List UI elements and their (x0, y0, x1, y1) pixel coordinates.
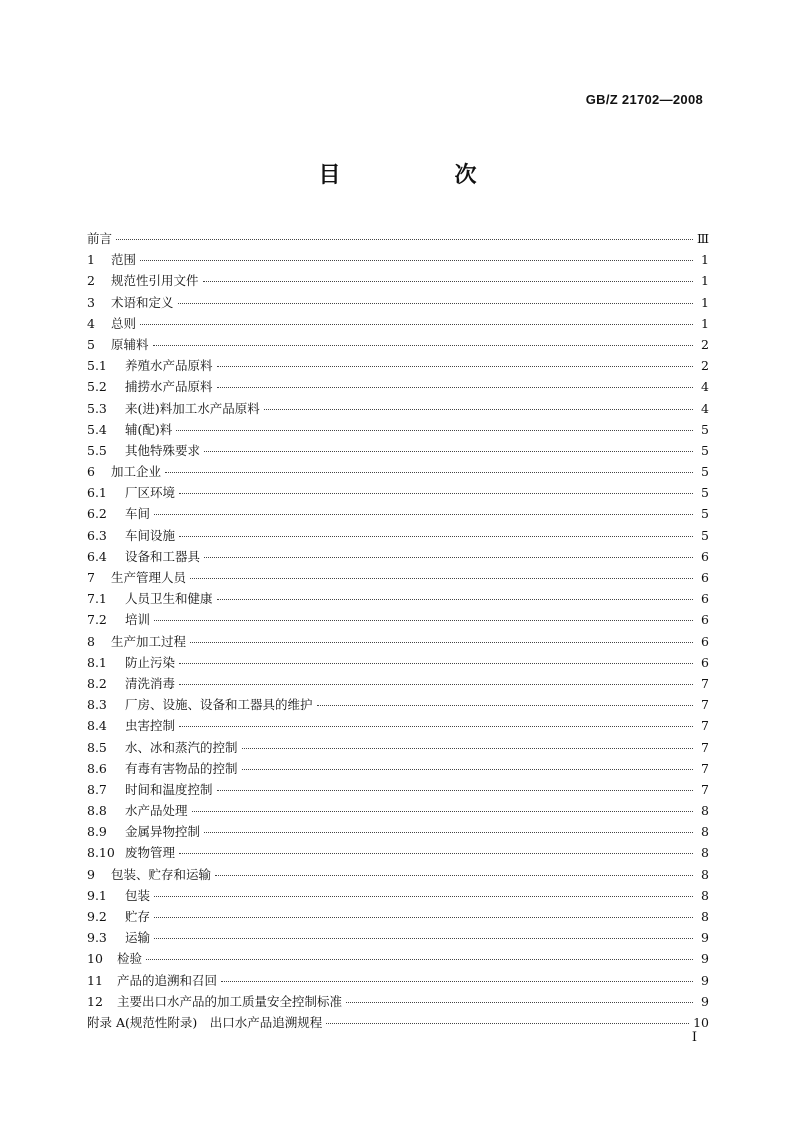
toc-entry-label: 检验 (117, 951, 143, 967)
toc-entry-label: 防止污染 (125, 654, 176, 670)
table-of-contents (87, 228, 709, 1033)
toc-entry-page: 9 (701, 951, 709, 967)
toc-entry-page: 4 (701, 379, 709, 395)
toc-entry-number: 7 (87, 570, 95, 585)
toc-entry-number: 9 (87, 866, 95, 882)
toc-entry-label: 运输 (125, 930, 151, 946)
toc-entry-label: 前言 (87, 231, 113, 246)
toc-entry-number: 9.1 (87, 887, 107, 903)
toc-entry-number: 3 (87, 294, 95, 310)
toc-entry[interactable] (87, 376, 709, 397)
toc-entry-number: 8.7 (87, 781, 107, 797)
dot-leader (242, 747, 693, 749)
toc-entry-number: 8.6 (87, 760, 107, 776)
toc-entry-page: 5 (701, 527, 709, 543)
toc-entry-label: 水、冰和蒸汽的控制 (125, 739, 238, 755)
dot-leader (165, 471, 693, 473)
toc-entry[interactable] (87, 546, 709, 567)
toc-entry-label: 车间设施 (125, 527, 176, 543)
toc-entry-label: 规范性引用文件 (111, 273, 199, 289)
toc-entry[interactable] (87, 398, 709, 419)
toc-entry-page: 5 (701, 485, 709, 501)
toc-entry-number: 6.1 (87, 485, 107, 501)
dot-leader (179, 725, 693, 727)
toc-entry-number: 8.3 (87, 697, 107, 713)
toc-entry[interactable] (87, 906, 709, 927)
dot-leader (154, 895, 693, 897)
toc-entry[interactable] (87, 631, 709, 652)
toc-entry-page: 8 (701, 909, 709, 924)
toc-entry-label: 生产管理人员 (111, 570, 187, 585)
page-title: 目 次 (318, 163, 523, 188)
dot-leader (140, 323, 693, 325)
toc-entry-label: 包装、贮存和运输 (111, 866, 212, 882)
toc-entry-label: 设备和工器具 (125, 548, 201, 564)
toc-entry-page: 8 (701, 803, 709, 819)
toc-entry-page: 2 (701, 358, 709, 374)
toc-entry[interactable] (87, 885, 709, 906)
toc-entry-page: 1 (701, 315, 709, 331)
toc-entry-number: 9.2 (87, 909, 107, 924)
toc-entry-page: 7 (701, 718, 709, 734)
dot-leader (215, 874, 693, 876)
toc-entry-label: 术语和定义 (111, 294, 174, 310)
toc-entry-number: 8.2 (87, 675, 107, 691)
dot-leader (153, 344, 693, 346)
dot-leader (217, 598, 693, 600)
toc-entry-number: 8 (87, 633, 95, 649)
dot-leader (204, 450, 693, 452)
toc-entry-page: 6 (701, 654, 709, 670)
toc-entry-number: 10 (87, 951, 103, 967)
toc-entry-number: 5.2 (87, 379, 107, 395)
toc-entry[interactable] (87, 313, 709, 334)
dot-leader (346, 1001, 693, 1003)
toc-entry[interactable] (87, 419, 709, 440)
dot-leader (242, 768, 693, 770)
toc-entry-number: 1 (87, 252, 95, 268)
dot-leader (178, 302, 693, 304)
dot-leader (140, 259, 693, 261)
toc-entry-page: 1 (701, 252, 709, 268)
toc-entry-page: 5 (701, 464, 709, 480)
toc-entry-page: 1 (701, 294, 709, 310)
toc-entry-page: 9 (701, 993, 709, 1009)
dot-leader (179, 535, 693, 537)
toc-entry-label: 主要出口水产品的加工质量安全控制标准 (117, 993, 343, 1009)
toc-entry[interactable] (87, 503, 709, 524)
toc-entry-number: 8.5 (87, 739, 107, 755)
dot-leader (154, 916, 693, 918)
dot-leader (203, 280, 693, 282)
toc-entry-number: 6.3 (87, 527, 107, 543)
toc-entry-page: 8 (701, 866, 709, 882)
toc-entry-number: 11 (87, 972, 103, 988)
toc-entry[interactable] (87, 1012, 709, 1033)
toc-entry-number: 4 (87, 315, 95, 331)
dot-leader (317, 704, 693, 706)
toc-entry-label: 厂区环境 (125, 485, 176, 501)
toc-entry[interactable] (87, 652, 709, 673)
toc-entry[interactable] (87, 737, 709, 758)
dot-leader (179, 683, 693, 685)
toc-entry-label: 范围 (111, 252, 137, 268)
toc-entry-label: 生产加工过程 (111, 633, 187, 649)
toc-entry-page: 7 (701, 739, 709, 755)
toc-entry-page: 2 (701, 336, 709, 352)
toc-entry-number: 8.4 (87, 718, 107, 734)
toc-entry-number: 6 (87, 464, 95, 480)
toc-entry-number: 8.9 (87, 824, 107, 840)
dot-leader (264, 408, 693, 410)
toc-entry-page: 6 (701, 591, 709, 607)
dot-leader (217, 365, 693, 367)
toc-entry-label: 总则 (111, 315, 137, 331)
toc-entry[interactable] (87, 482, 709, 503)
toc-entry[interactable] (87, 991, 709, 1012)
toc-entry-number: 8.1 (87, 654, 107, 670)
toc-entry-page: 10 (693, 1014, 709, 1030)
toc-entry[interactable] (87, 694, 709, 715)
toc-entry-label: 加工企业 (111, 464, 162, 480)
toc-entry[interactable] (87, 927, 709, 948)
toc-entry-page: 7 (701, 697, 709, 713)
toc-entry-label: 清洗消毒 (125, 675, 176, 691)
toc-entry-page: 7 (701, 675, 709, 691)
toc-entry[interactable] (87, 355, 709, 376)
toc-entry[interactable] (87, 970, 709, 991)
dot-leader (179, 852, 693, 854)
toc-entry-label: 废物管理 (125, 845, 176, 861)
toc-entry[interactable] (87, 292, 709, 313)
toc-entry[interactable] (87, 525, 709, 546)
toc-entry-number: 5.3 (87, 400, 107, 416)
toc-entry[interactable] (87, 779, 709, 800)
dot-leader (204, 831, 693, 833)
toc-entry-label: 贮存 (125, 909, 151, 924)
dot-leader (179, 492, 693, 494)
toc-entry-page: 5 (701, 421, 709, 437)
toc-entry-page: 4 (701, 400, 709, 416)
toc-entry-number: 5.5 (87, 442, 107, 458)
toc-entry[interactable] (87, 800, 709, 821)
toc-entry-page: 6 (701, 633, 709, 649)
toc-entry[interactable] (87, 270, 709, 291)
toc-entry-label: 原辅料 (111, 336, 149, 352)
toc-entry-label: 其他特殊要求 (125, 442, 201, 458)
toc-entry[interactable] (87, 821, 709, 842)
toc-entry-number: 9.3 (87, 930, 107, 946)
toc-entry-label: 车间 (125, 506, 151, 522)
toc-entry[interactable] (87, 864, 709, 885)
toc-entry-number: 8.8 (87, 803, 107, 819)
toc-entry-number: 8.10 (87, 845, 115, 861)
toc-entry-page: 5 (701, 506, 709, 522)
toc-entry-label: 附录 A(规范性附录) 出口水产品追溯规程 (87, 1014, 323, 1030)
dot-leader (176, 429, 693, 431)
toc-entry[interactable] (87, 842, 709, 863)
toc-entry[interactable] (87, 758, 709, 779)
dot-leader (204, 556, 693, 558)
toc-entry-page: 9 (701, 930, 709, 946)
toc-entry-number: 5.4 (87, 421, 107, 437)
toc-entry[interactable] (87, 715, 709, 736)
toc-entry-label: 产品的追溯和召回 (117, 972, 218, 988)
toc-entry[interactable] (87, 609, 709, 630)
toc-entry-page: 5 (701, 442, 709, 458)
toc-entry[interactable] (87, 228, 709, 249)
toc-entry-label: 有毒有害物品的控制 (125, 760, 238, 776)
toc-entry-number: 6.4 (87, 548, 107, 564)
dot-leader (146, 958, 693, 960)
standard-code: GB/Z 21702—2008 (585, 92, 703, 107)
toc-entry[interactable] (87, 461, 709, 482)
toc-entry-page: 8 (701, 824, 709, 840)
toc-entry-number: 7.1 (87, 591, 107, 607)
dot-leader (217, 789, 693, 791)
dot-leader (221, 980, 693, 982)
toc-entry-page: 8 (701, 845, 709, 861)
dot-leader (154, 513, 693, 515)
toc-entry[interactable] (87, 334, 709, 355)
dot-leader (179, 662, 693, 664)
dot-leader (217, 386, 693, 388)
toc-entry-page: 6 (701, 570, 709, 585)
toc-entry-page: 7 (701, 781, 709, 797)
toc-entry-page: Ⅲ (696, 231, 709, 246)
toc-entry[interactable] (87, 440, 709, 461)
dot-leader (190, 641, 693, 643)
dot-leader (326, 1022, 689, 1024)
toc-entry-label: 来(进)料加工水产品原料 (125, 400, 260, 416)
toc-entry[interactable] (87, 588, 709, 609)
toc-entry-label: 水产品处理 (125, 803, 188, 819)
toc-entry-label: 时间和温度控制 (125, 781, 213, 797)
page-number: I (691, 1030, 697, 1045)
dot-leader (190, 577, 693, 579)
toc-entry-number: 5.1 (87, 358, 107, 374)
dot-leader (116, 238, 693, 240)
toc-entry-number: 12 (87, 993, 103, 1009)
toc-entry-page: 6 (701, 548, 709, 564)
toc-entry-page: 6 (701, 612, 709, 628)
dot-leader (192, 810, 693, 812)
toc-entry[interactable] (87, 673, 709, 694)
toc-entry-label: 养殖水产品原料 (125, 358, 213, 374)
toc-entry-label: 金属异物控制 (125, 824, 201, 840)
toc-entry-number: 5 (87, 336, 95, 352)
dot-leader (154, 619, 693, 621)
toc-entry-number: 7.2 (87, 612, 107, 628)
toc-entry[interactable] (87, 948, 709, 969)
toc-entry-number: 2 (87, 273, 95, 289)
toc-entry-page: 7 (701, 760, 709, 776)
toc-entry[interactable] (87, 567, 709, 588)
toc-entry-label: 虫害控制 (125, 718, 176, 734)
toc-entry-label: 包装 (125, 887, 151, 903)
toc-entry-number: 6.2 (87, 506, 107, 522)
toc-entry-page: 9 (701, 972, 709, 988)
toc-entry-label: 捕捞水产品原料 (125, 379, 213, 395)
toc-entry-label: 辅(配)料 (125, 421, 173, 437)
toc-entry-label: 厂房、设施、设备和工器具的维护 (125, 697, 313, 713)
toc-entry-label: 人员卫生和健康 (125, 591, 213, 607)
dot-leader (154, 937, 693, 939)
toc-entry[interactable] (87, 249, 709, 270)
toc-entry-page: 1 (701, 273, 709, 289)
toc-entry-label: 培训 (125, 612, 151, 628)
toc-entry-page: 8 (701, 887, 709, 903)
